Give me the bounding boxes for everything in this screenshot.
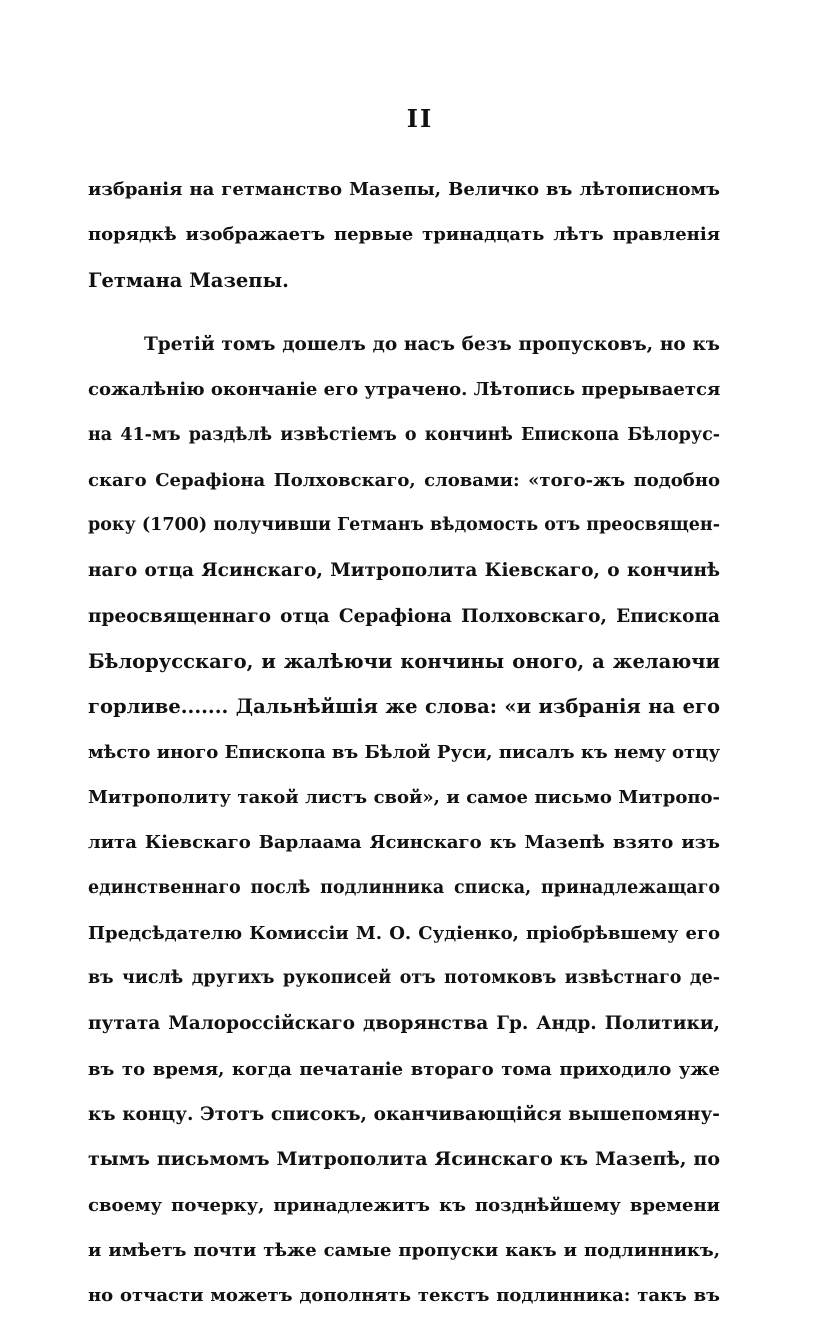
text-line: въ то время, когда печатаніе втораго тома приходило уже: [88, 1058, 720, 1080]
text-line: горливе....... Дальнѣйшія же слова: «и избранія на его: [88, 695, 720, 719]
text-line: лита Кіевскаго Варлаама Ясинскаго къ Мазепѣ взято изъ: [88, 832, 720, 854]
text-line: Митрополиту такой листъ свой», и самое письмо Митропо-: [88, 786, 720, 808]
page-number: II: [406, 104, 434, 133]
text-line: но отчасти можетъ дополнять текстъ подлинника: такъ въ: [88, 1285, 720, 1307]
text-line: року (1700) получивши Гетманъ вѣдомость отъ преосвящен-: [88, 515, 720, 536]
text-line: путата Малороссійскаго дворянства Гр. Андр. Политики,: [88, 1013, 720, 1035]
text-line: сожалѣнію окончаніе его утрачено. Лѣтопись прерывается: [88, 379, 721, 401]
text-line: Бѣлорусскаго, и жалѣючи кончины оного, а желаючи: [88, 650, 720, 674]
text-line: мѣсто иного Епископа въ Бѣлой Руси, писалъ къ нему отцу: [88, 741, 720, 763]
text-line: преосвященнаго отца Серафіона Полховскаго, Епископа: [88, 605, 720, 627]
text-line: тымъ письмомъ Митрополита Ясинскаго къ Мазепѣ, по: [88, 1148, 720, 1171]
text-line: Гетмана Мазепы.: [88, 268, 289, 292]
text-line: къ концу. Этотъ списокъ, оканчивающійся вышепомяну-: [88, 1104, 720, 1126]
paragraph-2: [88, 322, 720, 1319]
text-line: скаго Серафіона Полховскаго, словами: «того-жъ подобно: [88, 469, 720, 491]
text-line: избранія на гетманство Мазепы, Величко въ лѣтописномъ: [88, 179, 720, 200]
text-line: въ числѣ другихъ рукописей отъ потомковъ извѣстнаго де-: [88, 968, 720, 989]
text-line: на 41-мъ раздѣлѣ извѣстіемъ о кончинѣ Епископа Бѣлорус-: [88, 424, 720, 445]
text-line: Предсѣдателю Комиссіи М. О. Судіенко, пріобрѣвшему его: [88, 922, 720, 944]
text-line: единственнаго послѣ подлинника списка, принадлежащаго: [88, 877, 720, 898]
text-line: наго отца Ясинскаго, Митрополита Кіевскаго, о кончинѣ: [88, 560, 720, 582]
text-line: своему почерку, принадлежитъ къ позднѣйшему времени: [88, 1194, 720, 1216]
text-line: порядкѣ изображаетъ первые тринадцать лѣтъ правленія: [88, 224, 720, 246]
text-line: и имѣетъ почти тѣже самые пропуски какъ и подлинникъ,: [88, 1239, 720, 1261]
paragraph-1: [88, 167, 720, 303]
text-line: Третій томъ дошелъ до насъ безъ пропусковъ, но къ: [144, 334, 720, 355]
